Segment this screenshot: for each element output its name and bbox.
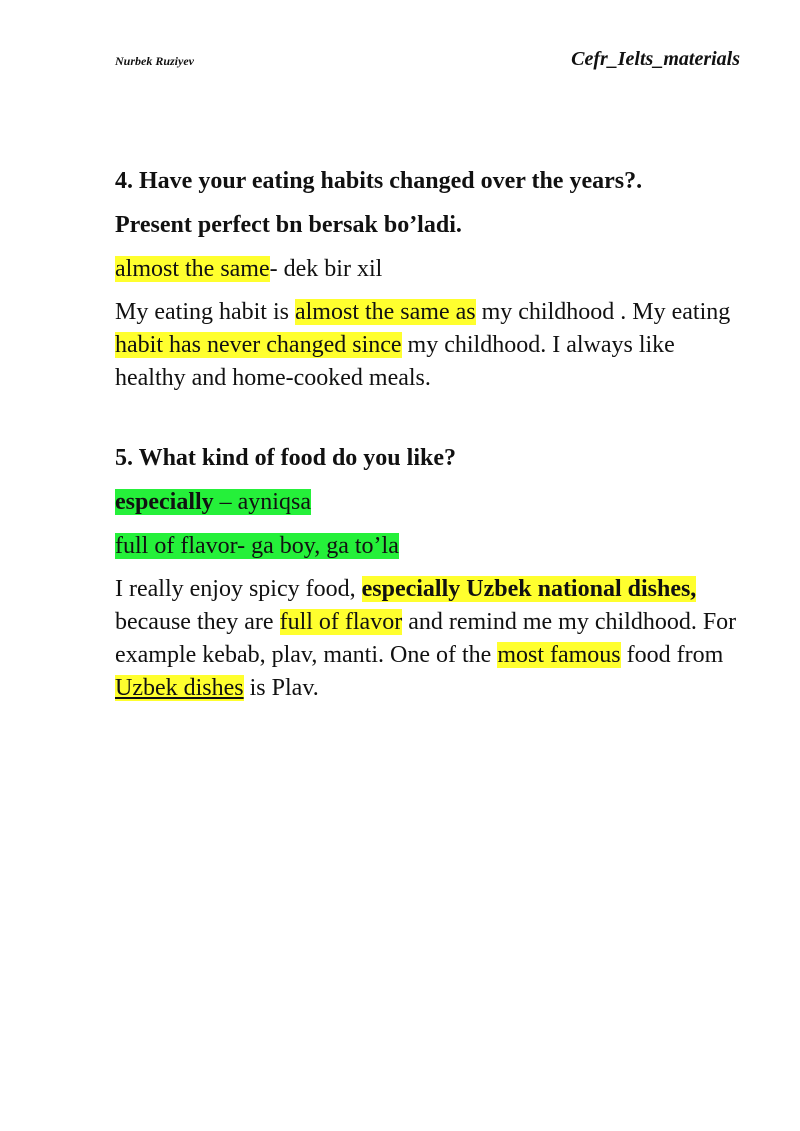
- highlight-phrase: Uzbek dishes: [115, 675, 244, 701]
- grammar-note: Present perfect bn bersak bo’ladi.: [115, 212, 462, 238]
- question-4: 4. Have your eating habits changed over the years?.: [115, 168, 643, 194]
- answer-text: and remind me my childhood. For example kebab, plav, manti. One of the: [115, 609, 737, 668]
- vocab-item-especially: [115, 485, 745, 519]
- vocab-term: almost the same: [115, 256, 270, 282]
- answer-text: I really enjoy spicy food,: [115, 576, 362, 602]
- question-5: 5. What kind of food do you like?: [115, 445, 456, 471]
- answer-text: My eating habit is: [115, 299, 295, 325]
- vocab-item-full-of-flavor: [115, 529, 745, 563]
- highlight-phrase: habit has never changed since: [115, 332, 402, 358]
- author-name: Nurbek Ruziyev: [115, 54, 194, 68]
- vocab-item-almost-the-same: [115, 252, 745, 286]
- channel-name: Cefr_Ielts_materials: [571, 48, 740, 70]
- answer-5: [115, 573, 745, 705]
- answer-4: [115, 296, 745, 395]
- highlight-phrase: full of flavor: [279, 609, 403, 635]
- highlight-phrase: especially Uzbek national dishes,: [361, 576, 697, 602]
- vocab-term: especially: [115, 489, 214, 515]
- answer-text: is Plav.: [243, 675, 319, 701]
- answer-text: food from: [620, 642, 724, 668]
- answer-text: my childhood. I always like healthy and home-cooked meals.: [115, 332, 675, 391]
- content: [115, 164, 745, 705]
- answer-text: my childhood . My eating: [475, 299, 731, 325]
- highlight-phrase: most famous: [497, 642, 621, 668]
- vocab-term: full of flavor- ga boy, ga to’la: [115, 533, 399, 559]
- vocab-gloss: – ayniqsa: [213, 489, 311, 515]
- highlight-phrase: almost the same as: [294, 299, 476, 325]
- answer-text: because they are: [115, 609, 280, 635]
- vocab-gloss: - dek bir xil: [269, 256, 383, 282]
